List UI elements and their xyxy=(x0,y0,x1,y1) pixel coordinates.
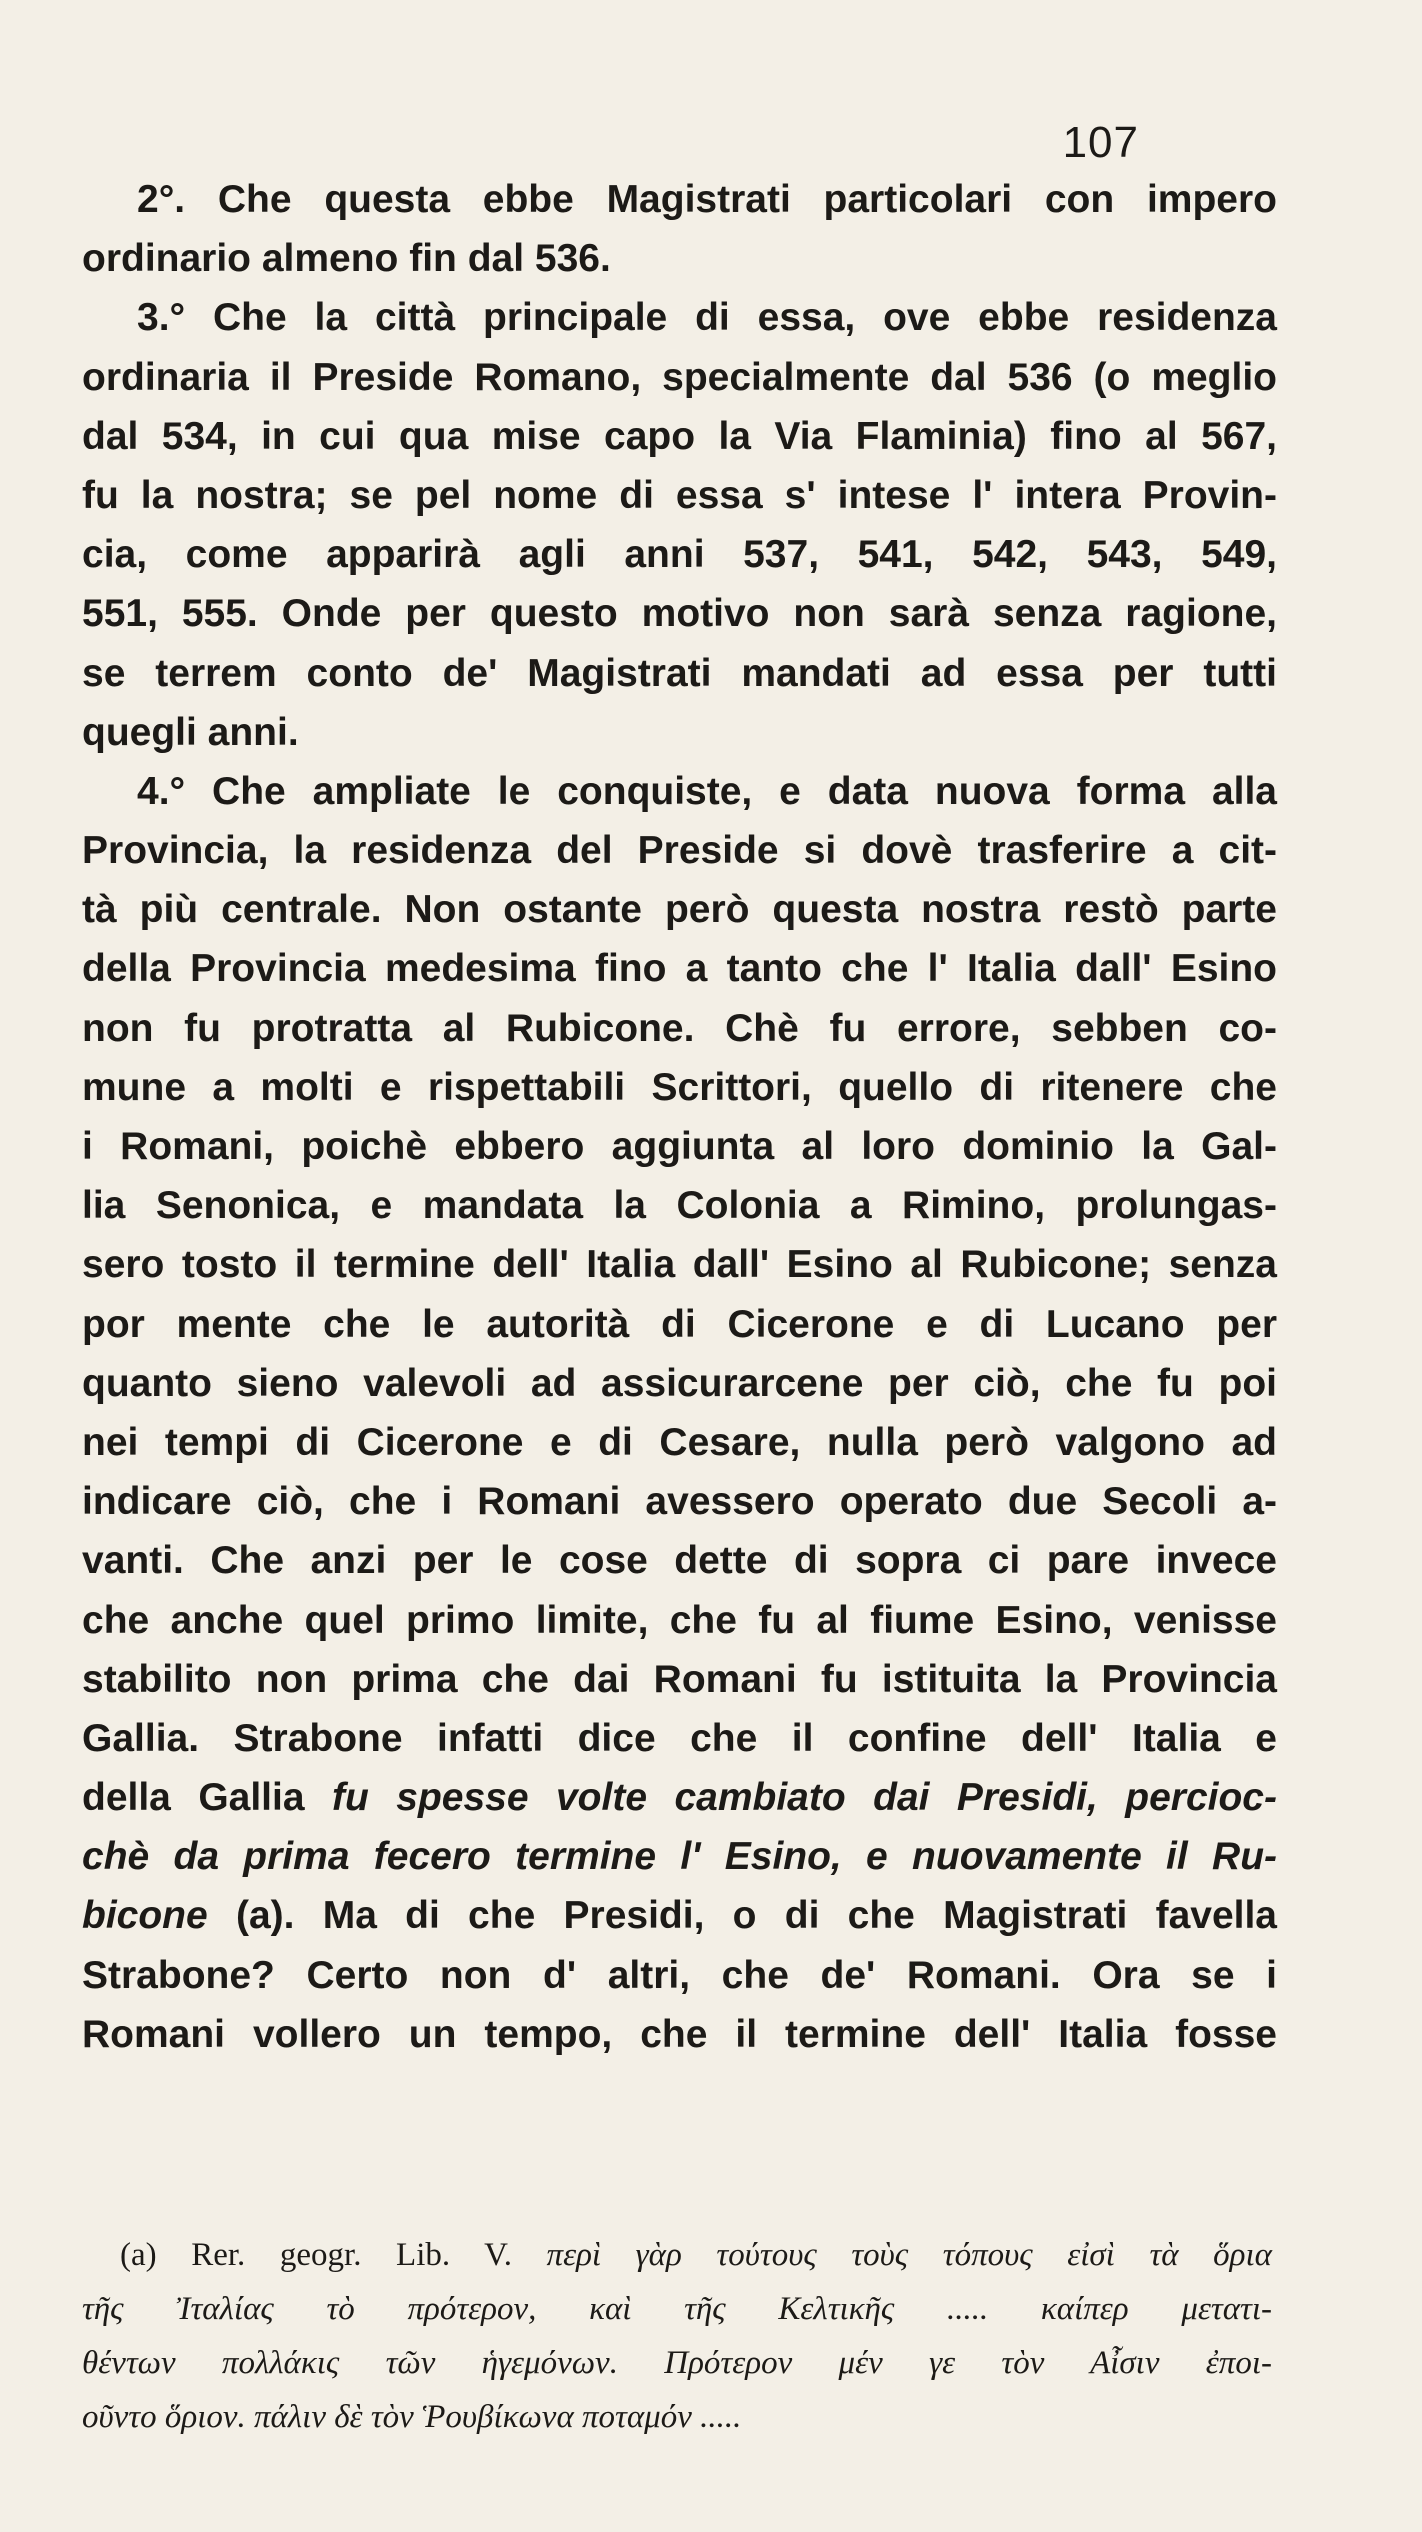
body-line: vanti. Che anzi per le cose dette di sopra ci pare invece xyxy=(82,1539,1277,1583)
footnote-greek: περὶ γὰρ τούτους τοὺς τόπους εἰσὶ τὰ ὅρια xyxy=(546,2237,1272,2273)
footnote-line xyxy=(82,2228,1272,2282)
body-line: indicare ciò, che i Romani avessero operato due Secoli a- xyxy=(82,1480,1277,1524)
body-line: quanto sieno valevoli ad assicurarcene per ciò, che fu poi xyxy=(82,1361,1277,1405)
body-line: i Romani, poichè ebbero aggiunta al loro dominio la Gal- xyxy=(82,1125,1277,1168)
body-line: della Provincia medesima fino a tanto che l' Italia dall' Esino xyxy=(82,947,1277,991)
body-line: cia, come apparirà agli anni 537, 541, 542, 543, 549, xyxy=(82,533,1277,577)
body-line-with-quote xyxy=(82,1886,1277,1945)
body-line: Strabone? Certo non d' altri, che de' Romani. Ora se i xyxy=(82,1953,1277,1997)
body-line: se terrem conto de' Magistrati mandati ad essa per tutti xyxy=(82,651,1277,695)
body-line: stabilito non prima che dai Romani fu istituita la Provincia xyxy=(82,1657,1277,1701)
body-line: 3.° Che la città principale di essa, ove ebbe residenza xyxy=(137,296,1277,340)
body-line: Provincia, la residenza del Preside si dovè trasferire a cit- xyxy=(82,829,1277,873)
strabo-quote: chè da prima fecero termine l' Esino, e nuovamente il Ru- xyxy=(82,1835,1277,1879)
body-line: ordinaria il Preside Romano, specialmente dal 536 (o meglio xyxy=(82,355,1277,399)
body-line: lia Senonica, e mandata la Colonia a Rimino, prolungas- xyxy=(82,1184,1277,1228)
body-line: dal 534, in cui qua mise capo la Via Flaminia) fino al 567, xyxy=(82,414,1277,458)
body-line-with-quote xyxy=(82,1768,1277,1827)
footnote-reference: Rer. geogr. Lib. V. xyxy=(191,2237,512,2273)
footnote-greek: θέντων πολλάκις τῶν ἡγεμόνων. Πρότερον μέν γε τὸν Αἶσιν ἐποι- xyxy=(82,2345,1272,2381)
body-line: por mente che le autorità di Cicerone e di Lucano per xyxy=(82,1302,1277,1346)
body-line: tà più centrale. Non ostante però questa nostra restò parte xyxy=(82,888,1277,932)
body-line: che anche quel primo limite, che fu al fiume Esino, venisse xyxy=(82,1598,1277,1642)
strabo-quote: fu spesse volte cambiato dai Presidi, percioc- xyxy=(332,1776,1277,1820)
footnote-marker: (a) xyxy=(120,2237,157,2273)
footnote xyxy=(82,2228,1272,2444)
body-line-quote xyxy=(82,1827,1277,1886)
body-line: 551, 555. Onde per questo motivo non sarà senza ragione, xyxy=(82,592,1277,636)
footnote-greek: οῦντο ὅριον. πάλιν δὲ τὸν Ῥουβίκωνα ποταμόν ..... xyxy=(82,2399,742,2435)
body-text-run: della Gallia xyxy=(82,1776,305,1820)
page-number: 107 xyxy=(1062,118,1139,167)
body-line: 4.° Che ampliate le conquiste, e data nuova forma alla xyxy=(137,769,1277,813)
body-line: 2°. Che questa ebbe Magistrati particolari con impero xyxy=(137,178,1277,221)
body-line: Romani vollero un tempo, che il termine dell' Italia fosse xyxy=(82,2012,1277,2056)
body-line: Gallia. Strabone infatti dice che il confine dell' Italia e xyxy=(82,1716,1277,1760)
body-line: fu la nostra; se pel nome di essa s' intese l' intera Provin- xyxy=(82,473,1277,517)
strabo-quote: bicone xyxy=(82,1894,208,1938)
footnote-greek: τῆς Ἰταλίας τὸ πρότερον, καὶ τῆς Κελτικῆς ..... καίπερ μετατι- xyxy=(82,2291,1272,2327)
main-body-text xyxy=(82,170,1277,2064)
body-line: sero tosto il termine dell' Italia dall' Esino al Rubicone; senza xyxy=(82,1243,1277,1287)
body-line: ordinario almeno fin dal 536. xyxy=(82,237,611,281)
body-line: nei tempi di Cicerone e di Cesare, nulla però valgono ad xyxy=(82,1420,1277,1464)
body-line: mune a molti e rispettabili Scrittori, quello di ritenere che xyxy=(82,1065,1277,1109)
body-line: non fu protratta al Rubicone. Chè fu errore, sebben co- xyxy=(82,1006,1277,1050)
body-text-run: (a). Ma di che Presidi, o di che Magistrati favella xyxy=(235,1894,1277,1938)
body-line: quegli anni. xyxy=(82,710,299,754)
